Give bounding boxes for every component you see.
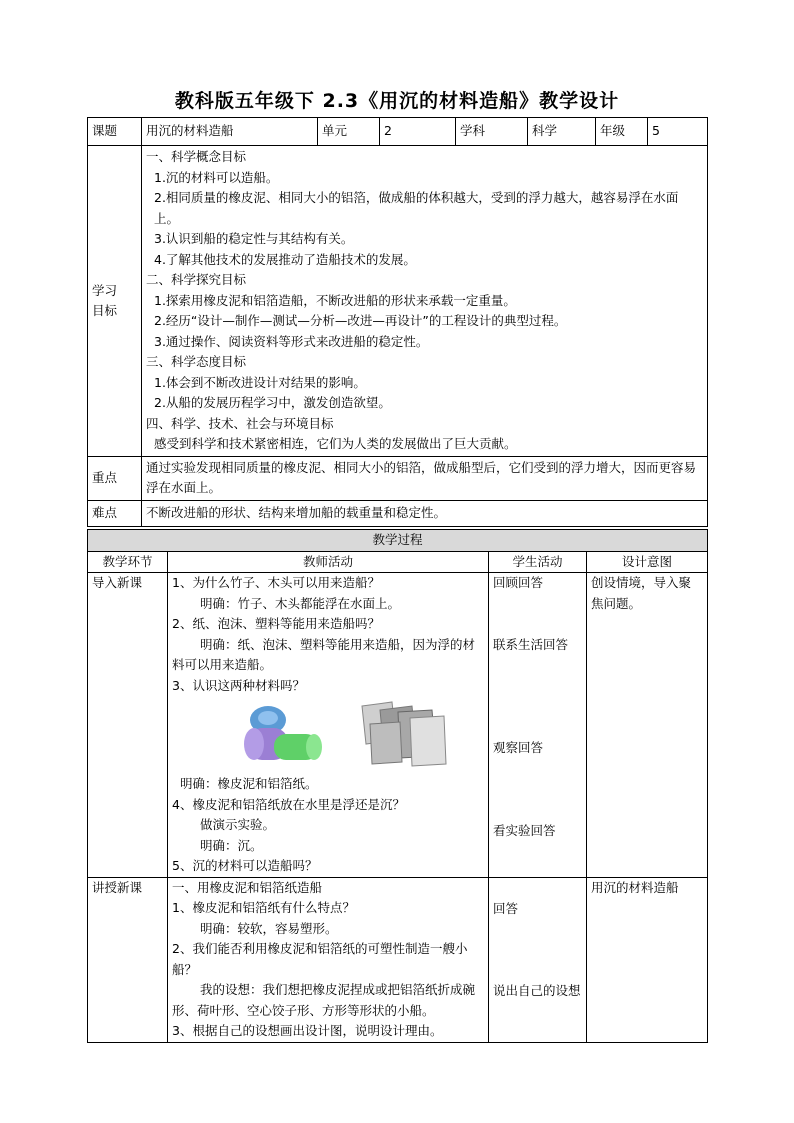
text-line: 明确：沉。 — [200, 837, 263, 853]
student-activity: 观察回答 — [493, 740, 544, 755]
intro-teacher — [168, 573, 489, 878]
col-teacher: 教师活动 — [168, 551, 489, 573]
text-line: 一、科学概念目标 — [146, 149, 247, 164]
text-line: 1.体会到不断改进设计对结果的影响。 — [154, 374, 366, 390]
goals-label — [88, 146, 142, 457]
key-point-label: 重点 — [88, 456, 142, 500]
text-line: 2.相同质量的橡皮泥、相同大小的铝箔，做成船的体积越大，受到的浮力越大，越容易浮在水面上。 — [154, 190, 679, 226]
text-line: 感受到科学和技术紧密相连，它们为人类的发展做出了巨大贡献。 — [154, 436, 517, 451]
text-line: 明确：橡皮泥和铝箔纸。 — [180, 776, 318, 791]
page-title: 教科版五年级下 2.3《用沉的材料造船》教学设计 — [174, 90, 620, 112]
difficulty-label: 难点 — [88, 500, 142, 526]
process-table — [87, 529, 708, 1043]
text-line: 3.通过操作、阅读资料等形式来改进船的稳定性。 — [154, 333, 429, 349]
info-table — [87, 117, 708, 527]
student-activity: 回顾回答 — [493, 575, 544, 590]
topic-label: 课题 — [88, 118, 142, 146]
text-line: 1.沉的材料可以造船。 — [154, 169, 279, 185]
student-activity: 看实验回答 — [493, 822, 556, 838]
col-intent: 设计意图 — [587, 551, 708, 573]
unit-label: 单元 — [318, 118, 380, 146]
foil-image — [350, 700, 450, 768]
text-line: 2、纸、泡沫、塑料等能用来造船吗？ — [172, 616, 380, 631]
text-line: 做演示实验。 — [200, 817, 276, 832]
key-point-text: 通过实验发现相同质量的橡皮泥、相同大小的铝箔，做成船型后，它们受到的浮力增大，因而更容易浮在水面上。 — [142, 456, 708, 500]
clay-image — [218, 702, 328, 768]
text-line: 4、橡皮泥和铝箔纸放在水里是浮还是沉？ — [172, 796, 405, 812]
col-stage: 教学环节 — [88, 551, 168, 573]
text-line: 三、科学态度目标 — [146, 354, 247, 369]
teach-student — [489, 877, 587, 1042]
text-line: 2.从船的发展历程学习中，激发创造欲望。 — [154, 395, 391, 410]
text-line: 3、根据自己的设想画出设计图，说明设计理由。 — [172, 1023, 443, 1038]
difficulty-text: 不断改进船的形状、结构来增加船的载重量和稳定性。 — [142, 500, 708, 526]
text-line: 2、我们能否利用橡皮泥和铝箔纸的可塑性制造一艘小船？ — [172, 941, 468, 977]
text-line: 1、为什么竹子、木头可以用来造船？ — [172, 575, 380, 590]
subject-value: 科学 — [528, 118, 596, 146]
text-line: 一、用橡皮泥和铝箔纸造船 — [172, 879, 323, 895]
topic-value: 用沉的材料造船 — [142, 118, 318, 146]
text-line: 3.认识到船的稳定性与其结构有关。 — [154, 231, 354, 246]
unit-value: 2 — [380, 118, 456, 146]
student-activity: 说出自己的设想 — [493, 983, 581, 998]
text-line: 我的设想：我们想把橡皮泥捏成或把铝箔纸折成碗形、荷叶形、空心饺子形、方形等形状的小船。 — [172, 982, 476, 1018]
teach-teacher — [168, 877, 489, 1042]
materials-image — [172, 696, 484, 774]
teach-stage: 讲授新课 — [88, 877, 168, 1042]
grade-value: 5 — [648, 118, 708, 146]
text-line: 4.了解其他技术的发展推动了造船技术的发展。 — [154, 251, 416, 267]
text-line: 1.探索用橡皮泥和铝箔造船，不断改进船的形状来承载一定重量。 — [154, 292, 516, 308]
teach-intent: 用沉的材料造船 — [587, 877, 708, 1042]
student-activity: 回答 — [493, 900, 519, 916]
goals-label-text: 学习目标 — [92, 282, 118, 318]
text-line: 明确：较软，容易塑形。 — [200, 920, 338, 936]
text-line: 明确：竹子、木头都能浮在水面上。 — [200, 595, 401, 611]
col-student: 学生活动 — [489, 551, 587, 573]
text-line: 明确：纸、泡沫、塑料等能用来造船，因为浮的材料可以用来造船。 — [172, 636, 476, 672]
intro-intent: 创设情境，导入聚焦问题。 — [587, 573, 708, 878]
text-line: 二、科学探究目标 — [146, 272, 247, 287]
text-line: 5、沉的材料可以造船吗？ — [172, 858, 318, 873]
text-line: 3、认识这两种材料吗？ — [172, 677, 305, 693]
text-line: 2.经历“设计—制作—测试—分析—改进—再设计”的工程设计的典型过程。 — [154, 313, 567, 328]
process-header: 教学过程 — [88, 530, 708, 552]
student-activity: 联系生活回答 — [493, 636, 569, 652]
goals-content — [142, 146, 708, 457]
intro-student — [489, 573, 587, 878]
grade-label: 年级 — [596, 118, 648, 146]
intro-stage: 导入新课 — [88, 573, 168, 878]
subject-label: 学科 — [456, 118, 528, 146]
text-line: 四、科学、技术、社会与环境目标 — [146, 415, 334, 431]
text-line: 1、橡皮泥和铝箔纸有什么特点？ — [172, 900, 355, 915]
